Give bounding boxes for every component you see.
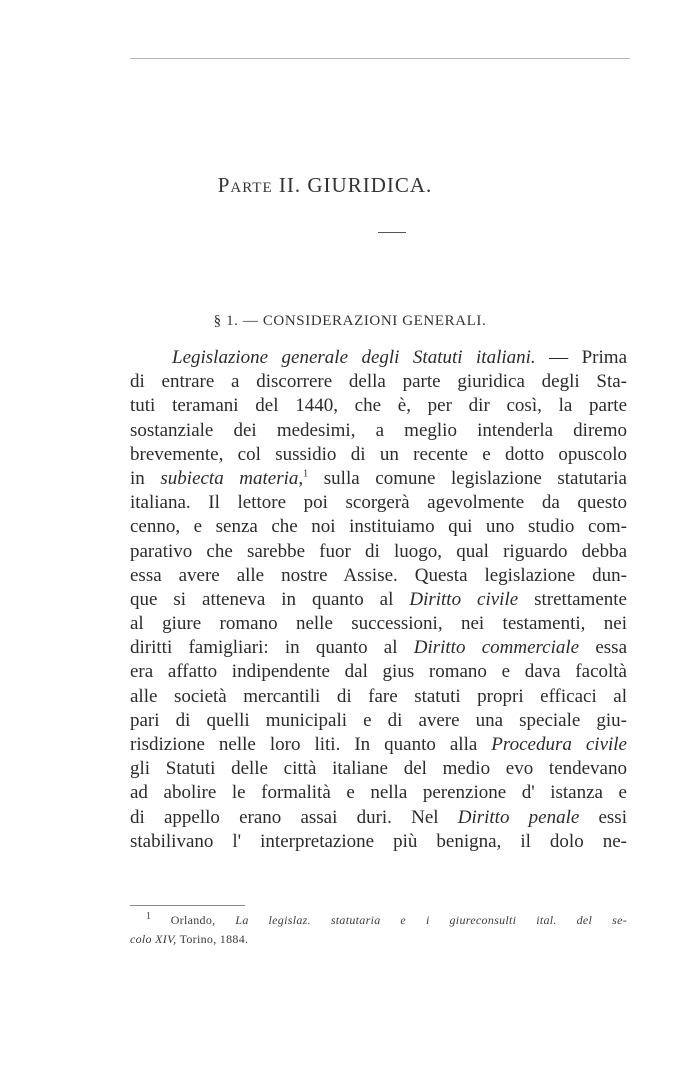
footnote-rule	[130, 905, 245, 906]
text-segment: italiana. Il lettore poi scorgerà agevolmente da questo	[130, 492, 627, 514]
text-segment: in	[130, 467, 161, 489]
text-segment: diritti famigliari: in quanto al	[130, 637, 414, 659]
body-line	[130, 419, 627, 443]
body-line	[130, 491, 627, 515]
italic-text: Diritto civile	[409, 588, 519, 610]
footnote-marker: 1	[146, 911, 171, 922]
body-line	[130, 660, 627, 684]
italic-text: subiecta materia,	[160, 467, 304, 489]
text-segment: parativo che sarebbe fuor di luogo, qual riguardo debba	[130, 540, 627, 562]
body-line	[130, 467, 627, 491]
italic-text: La legislaz. statutaria e i giureconsulti ital. del se-	[235, 913, 627, 927]
text-segment: Orlando,	[170, 913, 236, 927]
body-line	[130, 370, 627, 394]
text-segment: stabilivano l' interpretazione più benigna, il dolo ne-	[130, 830, 627, 852]
text-segment: era affatto indipendente dal gius romano e dava facoltà	[130, 661, 627, 683]
body-line	[130, 540, 627, 564]
body-line	[130, 515, 627, 539]
title-divider	[378, 232, 406, 233]
italic-text: Legislazione generale degli Statuti italiani.	[172, 347, 536, 368]
text-segment: cenno, e senza che noi instituiamo qui uno studio com-	[130, 516, 627, 538]
italic-text: Diritto commerciale	[413, 637, 580, 659]
italic-text: Procedura civile	[491, 734, 627, 755]
body-line	[130, 564, 627, 588]
text-segment: strettamente	[518, 588, 627, 610]
text-segment: essi	[579, 806, 627, 828]
italic-text: colo XIV,	[130, 932, 177, 946]
body-line	[130, 733, 627, 757]
body-line	[130, 346, 627, 370]
body-line	[130, 443, 627, 467]
section-title: § 1. — CONSIDERAZIONI GENERALI.	[213, 313, 487, 329]
text-segment: gli Statuti delle città italiane del medio evo tendevano	[130, 758, 627, 780]
text-segment: ad abolire le formalità e nella perenzione d' istanza e	[130, 782, 627, 804]
body-line	[130, 830, 627, 854]
italic-text: Diritto penale	[457, 806, 580, 828]
body-line	[130, 636, 627, 660]
body-line	[130, 685, 627, 709]
footnote-line	[130, 911, 627, 930]
text-segment: que si atteneva in quanto al	[130, 588, 410, 610]
body-line	[130, 709, 627, 733]
text-segment: di entrare a discorrere della parte giuridica degli Sta-	[130, 371, 627, 393]
text-segment: risdizione nelle loro liti. In quanto alla	[130, 734, 492, 755]
text-segment: essa	[579, 637, 627, 659]
text-segment: essa avere alle nostre Assise. Questa legislazione dun-	[130, 564, 627, 586]
top-rule	[130, 58, 630, 59]
text-segment: — Prima	[535, 347, 627, 368]
part-title	[0, 173, 650, 198]
text-segment: brevemente, col sussidio di un recente e dotto opuscolo	[130, 443, 627, 465]
body-line	[130, 588, 627, 612]
footnote-marker: 1	[303, 468, 309, 480]
body-line	[130, 394, 627, 418]
body-line	[130, 757, 627, 781]
text-segment: di appello erano assai duri. Nel	[130, 806, 458, 828]
body-line	[130, 806, 627, 830]
footnote	[130, 911, 627, 949]
text-segment: sulla comune legislazione statutaria	[308, 467, 627, 489]
text-segment: sostanziale dei medesimi, a meglio intenderla diremo	[130, 419, 627, 441]
body-text	[130, 346, 627, 854]
text-segment: alle società mercantili di fare statuti propri efficaci al	[130, 685, 627, 707]
body-line	[130, 612, 627, 636]
part-word: Parte	[217, 173, 273, 197]
part-heading: II. GIURIDICA.	[278, 173, 433, 197]
text-segment: Torino, 1884.	[176, 932, 249, 946]
footnote-line	[130, 930, 627, 949]
body-line	[130, 781, 627, 805]
text-segment: al giure romano nelle successioni, nei testamenti, nei	[130, 613, 627, 635]
text-segment: pari di quelli municipali e di avere una speciale giu-	[130, 709, 627, 731]
text-segment: tuti teramani del 1440, che è, per dir così, la parte	[130, 395, 627, 417]
